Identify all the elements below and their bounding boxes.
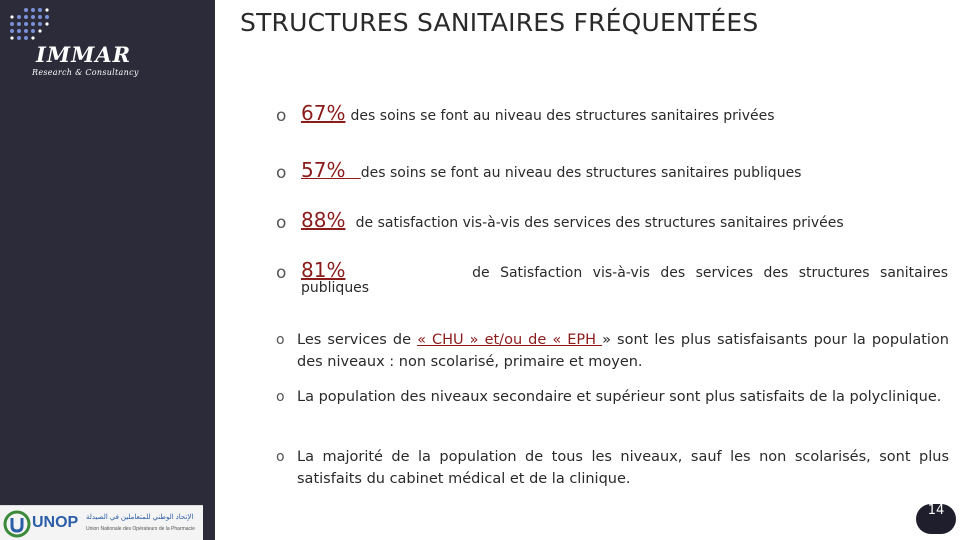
bullet-icon: o — [276, 263, 287, 283]
stat-row — [301, 208, 844, 232]
paragraph: La majorité de la population de tous les niveaux, sauf les non scolarisés, sont plus satisfaits du cabinet médical et de la clinique. — [297, 449, 949, 487]
partner-arabic-name: الإتحاد الوطني للمتعاملين في الصيدلة — [86, 514, 194, 521]
stat-value: 81% — [301, 258, 346, 282]
bullet-icon: o — [276, 332, 285, 348]
stat-text: des soins se font au niveau des structures sanitaires publiques — [360, 165, 802, 181]
sidebar — [0, 0, 215, 540]
stat-text: de satisfaction vis-à-vis des services des structures sanitaires privées — [355, 215, 844, 231]
stat-text: des soins se font au niveau des structures sanitaires privées — [350, 108, 775, 124]
partner-french-name: Union Nationale des Opérateurs de la Pharmacie — [86, 526, 195, 532]
stat-value: 57% — [301, 158, 346, 182]
stat-row — [301, 101, 775, 125]
bullet-icon: o — [276, 163, 287, 183]
partner-name: UNOP — [32, 514, 79, 531]
immar-logo — [6, 6, 156, 78]
partner-logo — [0, 505, 203, 540]
stat-text-continued: publiques — [301, 280, 370, 296]
page-title: STRUCTURES SANITAIRES FRÉQUENTÉES — [240, 8, 759, 37]
stat-value: 88% — [301, 208, 346, 232]
partner-emblem-icon — [3, 510, 31, 538]
bullet-icon: o — [276, 213, 287, 233]
stat-row — [301, 158, 801, 182]
page-number: 14 — [916, 504, 956, 534]
bullet-icon: o — [276, 389, 285, 405]
bullet-icon: o — [276, 449, 285, 465]
stat-value: 67% — [301, 101, 346, 125]
stat-row — [301, 258, 948, 296]
paragraph-text: Les services de — [297, 332, 418, 348]
bullet-icon: o — [276, 106, 287, 126]
logo-tagline: Research & Consultancy — [32, 68, 139, 77]
paragraph: La population des niveaux secondaire et supérieur sont plus satisfaits de la polyclinique. — [297, 389, 942, 405]
paragraph-text: » sont les plus satisfaisants pour la population des niveaux : non scolarisé, primaire et moyen. — [297, 332, 949, 370]
highlighted-text: « CHU » et/ou de « EPH — [417, 332, 603, 348]
logo-name: IMMAR — [36, 42, 132, 67]
stat-text: de Satisfaction vis-à-vis des services des structures sanitaires — [472, 265, 948, 281]
paragraph — [297, 329, 949, 373]
